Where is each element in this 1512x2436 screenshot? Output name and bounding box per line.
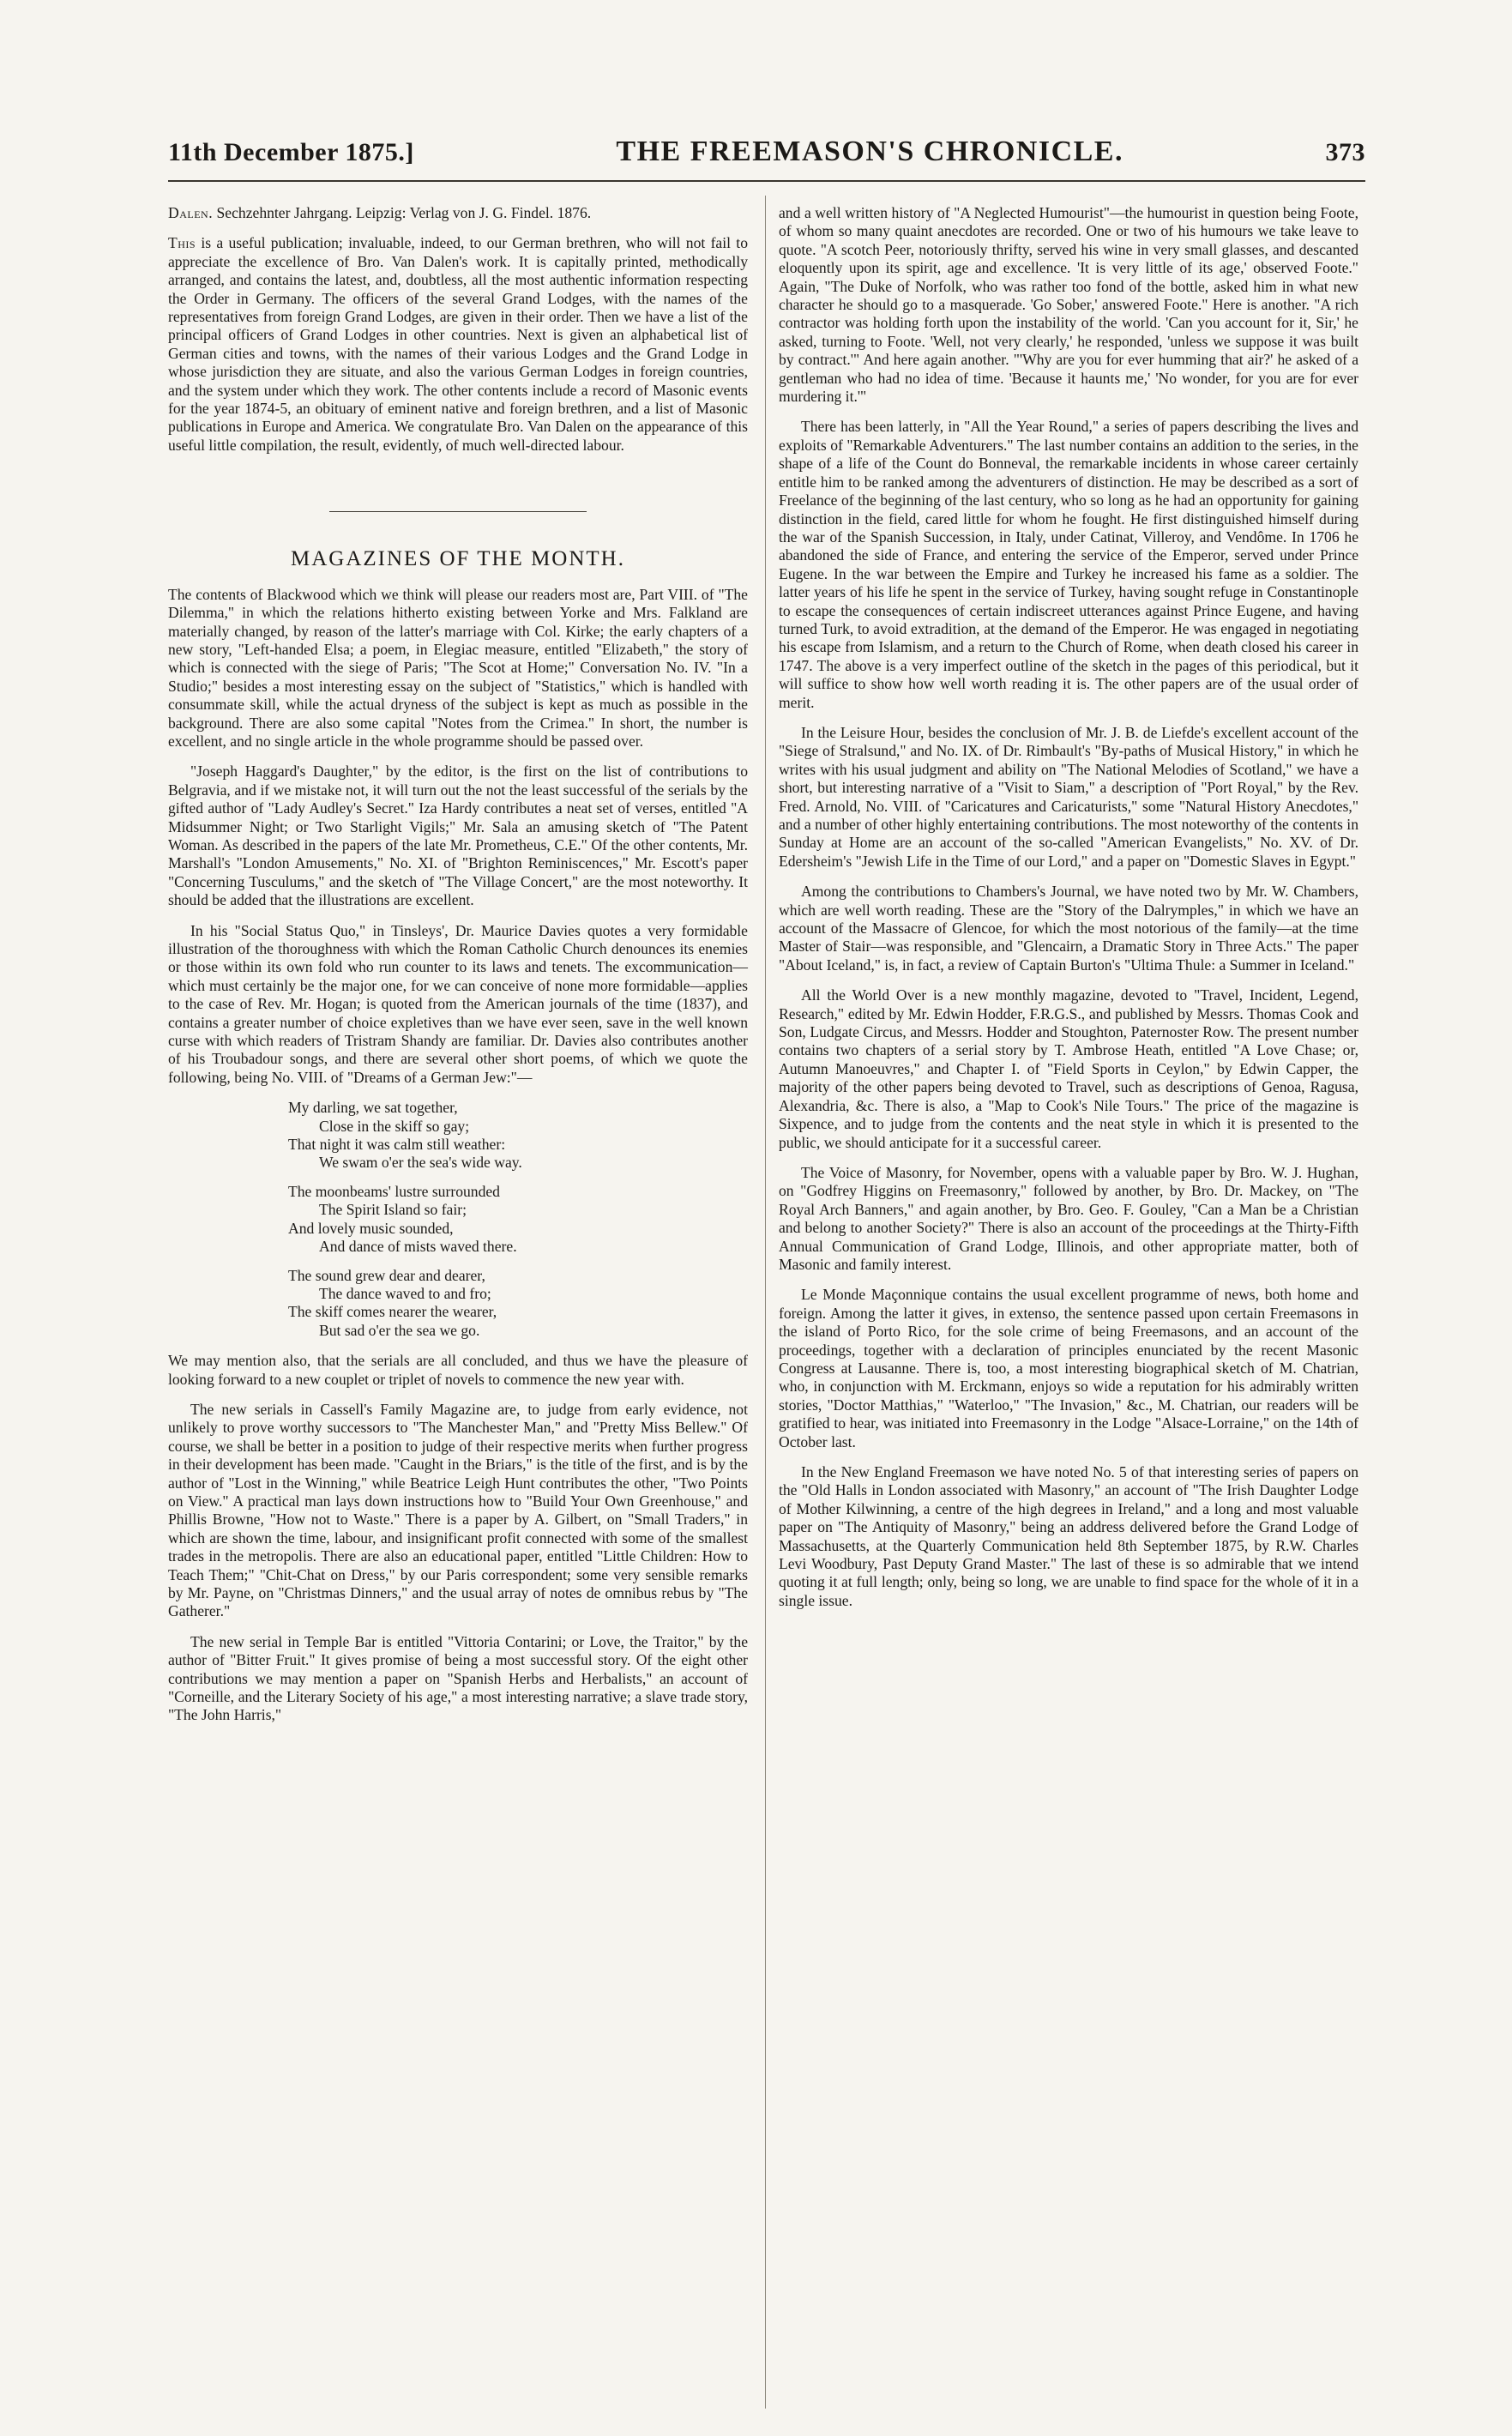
left-column [168, 204, 748, 1737]
poem-line: But sad o'er the sea we go. [319, 1321, 480, 1339]
poem-line: Close in the skiff so gay; [319, 1117, 470, 1135]
poem-stanza [288, 1099, 748, 1173]
article-paragraph: We may mention also, that the serials are all concluded, and thus we have the pleasure of looking forward to a new couplet or triplet of novels to commence the new year with. [168, 1352, 748, 1388]
article-paragraph: The new serials in Cassell's Family Magazine are, to judge from early evidence, not unlikely to prove worthy successors to "The Manchester Man," and "Pretty Miss Bellew." Of course, we shall be better in a position to judge of their respective merits when further progress in their development has been made. "Caught in the Briars," is the title of the first, and is by the author of "Lost in the Winning," while Beatrice Leigh Hunt contributes the other, "Two Points on View." A practical man lays down instructions how to "Build Your Own Greenhouse," and Phillis Browne, "How not to Waste." There is a paper by A. Gilbert, on "Small Traders," in which are shown the time, labour, and insignificant profit connected with some of the smallest trades in the metropolis. There are also an educational paper, entitled "Little Children: How to Teach Them;" "Chit-Chat on Dress," by our Paris correspondent; some very sensible remarks by Mr. Payne, on "Christmas Dinners," and the usual array of notes de omnibus rebus by "The Gatherer." [168, 1400, 748, 1620]
poem-line: And dance of mists waved there. [319, 1238, 517, 1256]
poem-line: We swam o'er the sea's wide way. [319, 1154, 522, 1172]
poem-line: That night it was calm still weather: [288, 1136, 506, 1154]
page-header [168, 136, 1365, 175]
article-paragraph: In the New England Freemason we have noted No. 5 of that interesting series of papers on the "Old Halls in London associated with Masonry," an account of "The Irish Daughter Lodge of Mother Kilwinning, a centre of the high degrees in Ireland," and a long and most valuable paper on "The Antiquity of Masonry," being an address delivered before the Grand Lodge of Massachusetts, at the Quarterly Communication held 8th September 1875, by R.W. Charles Levi Woodbury, Past Deputy Grand Master." The last of these is so admirable that we intend quoting it at full length; only, being so long, we are unable to find space for the whole of it in a single issue. [779, 1463, 1358, 1609]
review-title: Dalen. [168, 204, 214, 221]
right-column [779, 204, 1358, 1622]
review-citation: Sechzehnter Jahrgang. Leipzig: Verlag von J. G. Findel. 1876. [213, 204, 592, 221]
section-divider [329, 511, 587, 512]
review-text: is a useful publication; invaluable, indeed, to our German brethren, who will not fail to appreciate the excellence of Bro. Van Dalen's work. It is capitally printed, methodically arranged, and contains the latest, and, doubtless, all the most authentic information respecting the Order in Germany. The officers of the several Grand Lodges, with the names of the representatives from foreign Grand Lodges, are given in their order. Then we have a list of the principal officers of Grand Lodges in other countries. Next is given an alphabetical list of German cities and towns, with the names of their various Lodges and the Grand Lodge in whose jurisdiction they are situate, and also the various German Lodges in foreign countries, and the system under which they work. The other contents include a record of Masonic events for the year 1874-5, an obituary of eminent native and foreign brethren, and a list of Masonic publications in Europe and America. We congratulate Bro. Van Dalen on the appearance of this useful little compilation, the result, evidently, of much well-directed labour. [168, 234, 748, 454]
masthead: THE FREEMASON'S CHRONICLE. [616, 136, 1123, 167]
article-paragraph: In the Leisure Hour, besides the conclusion of Mr. J. B. de Liefde's excellent account of the "Siege of Stralsund," and No. IX. of Dr. Rimbault's "By-paths of Musical History," in which he writes with his usual judgment and ability on "The National Melodies of Scotland," we have a short, but interesting narrative of a "Visit to Siam," a description of "Port Royal," by the Rev. Fred. Arnold, No. VIII. of "Caricatures and Caricaturists," some "Natural History Anecdotes," and a number of other highly entertaining contributions. The most noteworthy of the contents in Sunday at Home are an account of the so-called "American Evangelists," No. XV. of Dr. Edersheim's "Jewish Life in the Time of our Lord," and a paper on "Domestic Slaves in Egypt." [779, 723, 1358, 870]
poem-stanza [288, 1183, 748, 1257]
article-paragraph: and a well written history of "A Neglected Humourist"—the humourist in question being Foote, of whom so many quaint anecdotes are recorded. One or two of his humours we take leave to quote. "A scotch Peer, notoriously thrifty, served his wine in very small glasses, and descanted eloquently upon its spirit, age and excellence. 'It is very little of its age,' observed Foote." Again, "The Duke of Norfolk, who was rather too fond of the bottle, asked him in what new character he should go to a masquerade. 'Go Sober,' answered Foote." Here is another. "A rich contractor was holding forth upon the instability of the world. 'Can you account for it, Sir,' he asked, turning to Foote. 'Well, not very clearly,' he responded, 'unless we suppose it was built by contract.'" And here again another. "'Why are you for ever humming that air?' he asked of a gentleman who had no idea of time. 'Because it haunts me,' 'No wonder, for you are for ever murdering it.'" [779, 204, 1358, 406]
article-paragraph: Le Monde Maçonnique contains the usual excellent programme of news, both home and foreign. Among the latter it gives, in extenso, the sentence passed upon certain Freemasons in the island of Porto Rico, for the sole crime of being Freemasons, and an account of the proceedings, together with a declaration of principles enunciated by the recent Masonic Congress at Lausanne. There is, too, a most interesting biographical sketch of M. Chatrian, who, in conjunction with M. Erckmann, enjoys so wide a reputation for his admirably written stories, "Doctor Matthias," "Waterloo," "The Invasion," &c., M. Chatrian, our readers will be gratified to hear, was initiated into Freemasonry in the Lodge "Alsace-Lorraine," on the 14th of October last. [779, 1286, 1358, 1450]
article-paragraph: "Joseph Haggard's Daughter," by the editor, is the first on the list of contributions to Belgravia, and if we mistake not, it will turn out the not the least successful of the serials by the gifted author of "Lady Audley's Secret." Iza Hardy contributes a neat set of verses, entitled "A Midsummer Night; or Two Starlight Vigils;" Mr. Sala an amusing sketch of "The Patent Woman. As described in the papers of the late Mr. Prometheus, C.E." Of the other contents, Mr. Marshall's "London Amusements," No. XI. of "Brighton Reminiscences," Mr. Escott's paper "Concerning Tusculums," and the sketch of "The Village Concert," are the most noteworthy. It should be added that the illustrations are excellent. [168, 763, 748, 909]
article-paragraph: All the World Over is a new monthly magazine, devoted to "Travel, Incident, Legend, Research," edited by Mr. Edwin Hodder, F.R.G.S., and published by Messrs. Thomas Cook and Son, Ludgate Circus, and Messrs. Hodder and Stoughton, Paternoster Row. The present number contains two chapters of a serial story by T. Ambrose Heath, entitled "A Love Chase; or, Autumn Manoeuvres," and Chapter I. of "Field Sports in Ceylon," by Edwin Capper, the majority of the other papers being devoted to Travel, such as descriptions of Genoa, Ragusa, Alexandria, &c. There is also, a "Map to Cook's Nile Tours." The price of the magazine is Sixpence, and to judge from the contents and the neat style in which it is presented to the public, we should anticipate for it a successful career. [779, 986, 1358, 1151]
issue-date: 11th December 1875.] [168, 138, 414, 166]
poem [288, 1099, 748, 1340]
poem-line: My darling, we sat together, [288, 1099, 458, 1117]
review-lead-word: This [168, 234, 196, 252]
poem-line: The Spirit Island so fair; [319, 1201, 467, 1219]
article-paragraph: Among the contributions to Chambers's Journal, we have noted two by Mr. W. Chambers, which are well worth reading. These are the "Story of the Dalrymples," in which we have an account of the Massacre of Glencoe, for which the most notorious of the family—at the time Master of Stair—was responsible, and "Glencairn, a Dramatic Story in Three Acts." The paper "About Iceland," is, in fact, a review of Captain Burton's "Ultima Thule: a Summer in Iceland." [779, 883, 1358, 974]
section-title: MAGAZINES OF THE MONTH. [291, 547, 625, 571]
poem-stanza [288, 1267, 748, 1341]
review-body [168, 234, 748, 455]
poem-line: The skiff comes nearer the wearer, [288, 1303, 497, 1321]
article-paragraph: In his "Social Status Quo," in Tinsleys', Dr. Maurice Davies quotes a very formidable illustration of the thoroughness with which the Roman Catholic Church denounces its enemies or those within its own fold who run counter to its laws and tenets. The excommunication—which must certainly be the major one, for we can conceive of none more formidable—applies to the case of Rev. Mr. Hogan; is quoted from the American journals of the time (1837), and contains a greater number of choice expletives than we have ever seen, save in the well known curse with which readers of Tristram Shandy are familiar. Dr. Davies also contributes another of his Troubadour songs, and there are several other short poems, of which we quote the following, being No. VIII. of "Dreams of a German Jew:"— [168, 921, 748, 1086]
poem-line: The moonbeams' lustre surrounded [288, 1182, 500, 1200]
review-heading [168, 204, 748, 222]
header-rule [168, 180, 1365, 182]
article-paragraph: There has been latterly, in "All the Year Round," a series of papers describing the lives and exploits of "Remarkable Adventurers." The last number contains an addition to the series, in the shape of a life of the Count do Bonneval, the remarkable incidents in whose career certainly entitle him to be ranked among the adventurers of distinction. He may be described as a sort of Freelance of the beginning of the last century, who so long as he had an opportunity for gaining distinction in the field, cared little for whom he fought. He first distinguished himself during the war of the Spanish Succession, in Italy, under Catinat, Villeroy, and Vendôme. In 1706 he abandoned the side of France, and entering the service of the Emperor, served under Prince Eugene. In the war between the Empire and Turkey he increased his fame as a soldier. The latter years of his life he spent in the service of Turkey, having sought refuge in Constantinople to escape the consequences of certain indiscreet utterances against Prince Eugene, and having turned Turk, to avoid extradition, at the demand of the Emperor. He was engaged in negotiating his escape from Islamism, and a return to the Church of Rome, when death closed his career in 1747. The above is a very imperfect outline of the sketch in the pages of this periodical, but it will suffice to show how well worth reading it is. The other papers are of the usual order of merit. [779, 418, 1358, 711]
poem-line: And lovely music sounded, [288, 1219, 454, 1237]
page-number: 373 [1325, 138, 1365, 166]
article-paragraph: The contents of Blackwood which we think will please our readers most are, Part VIII. of "The Dilemma," in which the relations hitherto existing between Yorke and Mrs. Falkland are materially changed, by reason of the latter's marriage with Col. Kirke; the early chapters of a new story, "Left-handed Elsa; a poem, in Elegiac measure, entitled "Elizabeth," the story of which is connected with the siege of Paris; "The Scot at Home;" Conversation No. IV. "In a Studio;" besides a most interesting essay on the subject of "Statistics," which is handled with consummate skill, while the actual dryness of the subject is kept as much as possible in the background. There are also some capital "Notes from the Crimea." In short, the number is excellent, and no single article in the whole programme should be passed over. [168, 585, 748, 750]
poem-line: The dance waved to and fro; [319, 1284, 491, 1302]
article-paragraph: The new serial in Temple Bar is entitled "Vittoria Contarini; or Love, the Traitor," by the author of "Bitter Fruit." It gives promise of being a most successful story. Of the eight other contributions we may mention a paper on "Spanish Herbs and Herbalists," an account of "Corneille, and the Literary Society of his age," a most interesting narrative; a slave trade story, "The John Harris," [168, 1632, 748, 1724]
column-divider [765, 196, 766, 2409]
poem-line: The sound grew dear and dearer, [288, 1266, 485, 1284]
article-paragraph: The Voice of Masonry, for November, opens with a valuable paper by Bro. W. J. Hughan, on "Godfrey Higgins on Freemasonry," followed by another, by Bro. Dr. Mackey, on "The Royal Arch Banners," and again another, by Bro. Geo. F. Gouley, "Can a Man be a Christian and belong to another Society?" There is also an account of the proceedings at the Thirty-Fifth Annual Communication of Grand Lodge, Illinois, and other appropriate matter, both of Masonic and family interest. [779, 1163, 1358, 1273]
